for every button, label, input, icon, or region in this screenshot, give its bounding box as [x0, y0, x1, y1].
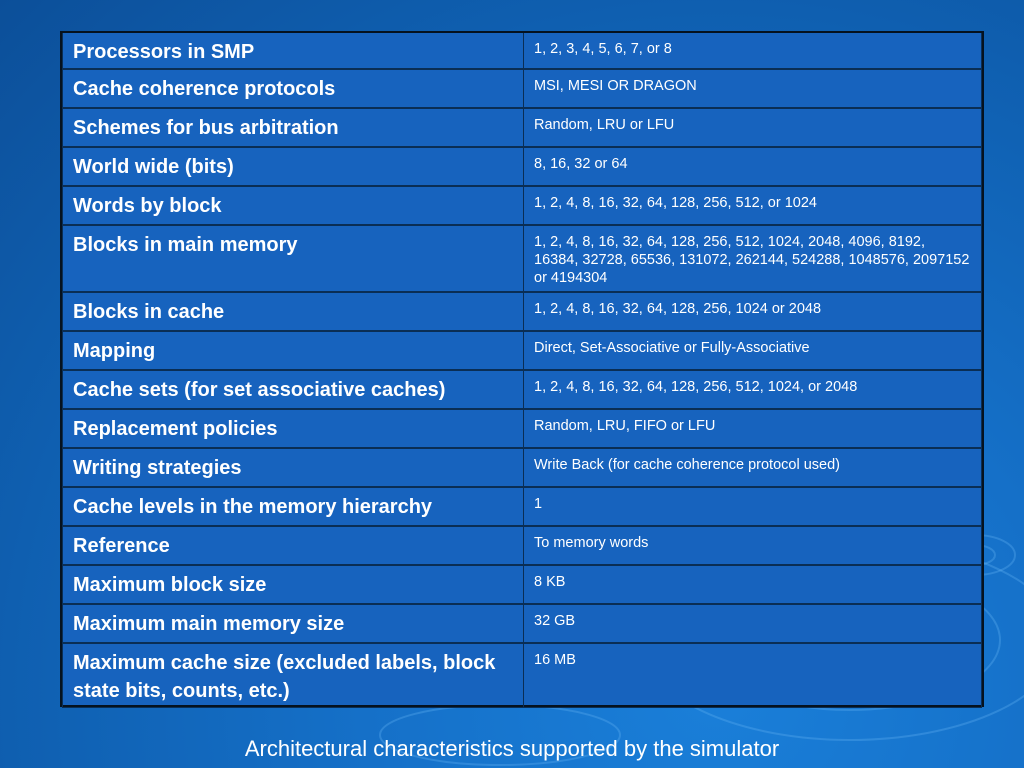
- characteristics-table-grid: [62, 33, 982, 708]
- table-row: [63, 147, 982, 186]
- row-value: Direct, Set-Associative or Fully-Associative: [524, 331, 982, 370]
- row-label: Maximum main memory size: [63, 604, 524, 643]
- row-value: 8 KB: [524, 565, 982, 604]
- row-value: MSI, MESI OR DRAGON: [524, 69, 982, 108]
- table-row: [63, 108, 982, 147]
- table-row: [63, 448, 982, 487]
- row-value: 8, 16, 32 or 64: [524, 147, 982, 186]
- slide-caption: Architectural characteristics supported by the simulator: [244, 736, 780, 761]
- table-row: [63, 292, 982, 331]
- table-row: [63, 487, 982, 526]
- row-label: Blocks in cache: [63, 292, 524, 331]
- table-row: [63, 225, 982, 292]
- row-label: Processors in SMP: [63, 33, 524, 69]
- table-row: [63, 565, 982, 604]
- row-label: Replacement policies: [63, 409, 524, 448]
- row-label: Maximum block size: [63, 565, 524, 604]
- row-value: 32 GB: [524, 604, 982, 643]
- table-row: [63, 331, 982, 370]
- row-label: Schemes for bus arbitration: [63, 108, 524, 147]
- row-label: World wide (bits): [63, 147, 524, 186]
- row-value: To memory words: [524, 526, 982, 565]
- row-value: Random, LRU, FIFO or LFU: [524, 409, 982, 448]
- row-label: Words by block: [63, 186, 524, 225]
- table-row: [63, 370, 982, 409]
- row-label: Writing strategies: [63, 448, 524, 487]
- row-value: 1, 2, 4, 8, 16, 32, 64, 128, 256, 512, 1024, 2048, 4096, 8192, 16384, 32728, 65536, 131072, 262144, 524288, 1048576, 2097152 or 4194304: [524, 225, 982, 292]
- characteristics-table: [60, 31, 984, 707]
- table-row: [63, 643, 982, 708]
- table-row: [63, 526, 982, 565]
- row-value: 16 MB: [524, 643, 982, 708]
- table-row: [63, 604, 982, 643]
- row-value: 1: [524, 487, 982, 526]
- row-label: Reference: [63, 526, 524, 565]
- table-row: [63, 409, 982, 448]
- row-value: Random, LRU or LFU: [524, 108, 982, 147]
- row-value: 1, 2, 4, 8, 16, 32, 64, 128, 256, 512, 1024, or 2048: [524, 370, 982, 409]
- row-label: Maximum cache size (excluded labels, block state bits, counts, etc.): [63, 643, 524, 708]
- table-row: [63, 33, 982, 69]
- row-label: Cache levels in the memory hierarchy: [63, 487, 524, 526]
- row-value: 1, 2, 3, 4, 5, 6, 7, or 8: [524, 33, 982, 69]
- table-row: [63, 69, 982, 108]
- row-value: 1, 2, 4, 8, 16, 32, 64, 128, 256, 512, or 1024: [524, 186, 982, 225]
- row-label: Mapping: [63, 331, 524, 370]
- table-row: [63, 186, 982, 225]
- row-value: Write Back (for cache coherence protocol used): [524, 448, 982, 487]
- row-label: Cache coherence protocols: [63, 69, 524, 108]
- row-label: Blocks in main memory: [63, 225, 524, 292]
- row-value: 1, 2, 4, 8, 16, 32, 64, 128, 256, 1024 or 2048: [524, 292, 982, 331]
- row-label: Cache sets (for set associative caches): [63, 370, 524, 409]
